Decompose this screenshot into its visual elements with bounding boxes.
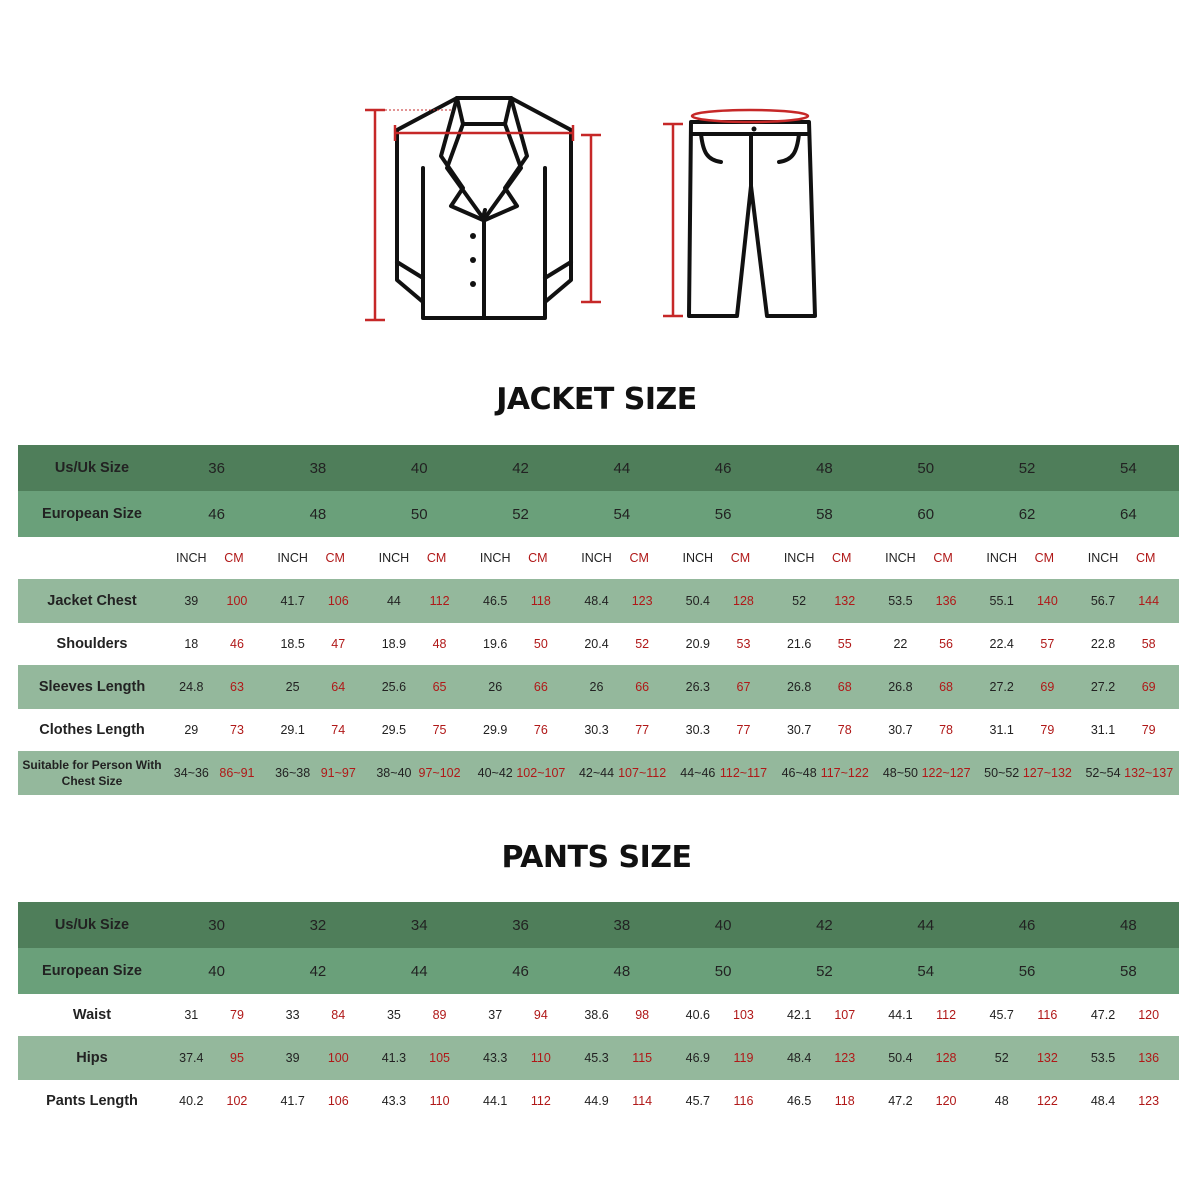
cm-value: 117~122 — [820, 766, 869, 780]
row-label: Us/Uk Size — [54, 460, 130, 476]
pants-button — [752, 127, 757, 132]
inch-value: 26 — [589, 680, 604, 694]
pants-size-table — [18, 902, 1179, 1122]
inch-value: 48.4 — [1090, 1094, 1116, 1108]
inch-value: 55.1 — [989, 594, 1014, 608]
size-value: 40 — [714, 916, 732, 934]
cm-value: 120 — [935, 1094, 957, 1108]
cm-value: 91~97 — [320, 766, 356, 780]
inch-value: 19.6 — [483, 637, 508, 651]
size-value: 64 — [1119, 505, 1137, 523]
inch-value: 36~38 — [275, 766, 311, 780]
inch-value: 38.6 — [584, 1008, 609, 1022]
inch-value: 30.3 — [584, 723, 609, 737]
inch-unit-label: INCH — [479, 551, 511, 565]
pants-size-title: PANTS SIZE — [501, 840, 692, 875]
size-value: 52 — [816, 962, 833, 980]
inch-value: 30.7 — [888, 723, 913, 737]
size-value: 32 — [309, 916, 327, 934]
inch-value: 46~48 — [781, 766, 817, 780]
cm-value: 120 — [1138, 1008, 1160, 1022]
cm-unit-label: CM — [629, 551, 649, 565]
pants-icon — [689, 122, 815, 316]
cm-value: 102 — [226, 1094, 248, 1108]
cm-unit-label: CM — [224, 551, 244, 565]
inch-value: 30.7 — [786, 723, 812, 737]
inch-value: 44~46 — [680, 766, 716, 780]
inch-value: 29 — [184, 723, 199, 737]
inch-value: 26.8 — [888, 680, 913, 694]
cm-value: 114 — [632, 1094, 653, 1108]
cm-value: 107~112 — [618, 766, 667, 780]
cm-value: 97~102 — [418, 766, 461, 780]
row-label: Shoulders — [56, 636, 128, 652]
size-value: 46 — [714, 459, 732, 477]
cm-value: 68 — [837, 680, 852, 694]
cm-value: 73 — [230, 723, 244, 737]
cm-value: 46 — [230, 637, 244, 651]
cm-value: 107 — [834, 1008, 856, 1022]
cm-value: 106 — [327, 1094, 349, 1108]
inch-value: 34~36 — [173, 766, 209, 780]
cm-value: 53 — [736, 637, 751, 651]
cm-value: 112 — [530, 1094, 551, 1108]
cm-value: 78 — [837, 723, 852, 737]
size-header-row — [18, 902, 1179, 948]
inch-unit-label: INCH — [378, 551, 410, 565]
inch-value: 48.4 — [786, 1051, 812, 1065]
inch-value: 40.6 — [685, 1008, 710, 1022]
inch-value: 31.1 — [1090, 723, 1116, 737]
cm-value: 132 — [1036, 1051, 1058, 1065]
cm-value: 128 — [935, 1051, 957, 1065]
inch-value: 45.7 — [989, 1008, 1014, 1022]
size-header-row — [18, 948, 1179, 994]
size-value: 48 — [1119, 916, 1137, 934]
inch-value: 26.3 — [685, 680, 710, 694]
size-value: 42 — [309, 962, 327, 980]
inch-value: 29.9 — [483, 723, 508, 737]
cm-value: 110 — [530, 1051, 551, 1065]
cm-unit-label: CM — [426, 551, 447, 565]
measurement-row — [18, 665, 1179, 709]
inch-value: 50~52 — [984, 766, 1020, 780]
inch-value: 25 — [285, 680, 300, 694]
row-label: Us/Uk Size — [54, 917, 130, 933]
size-value: 40 — [208, 962, 225, 980]
inch-value: 43.3 — [381, 1094, 407, 1108]
inch-value: 20.4 — [584, 637, 609, 651]
cm-value: 118 — [530, 594, 551, 608]
size-value: 54 — [917, 962, 935, 980]
inch-value: 31.1 — [989, 723, 1014, 737]
cm-value: 110 — [429, 1094, 450, 1108]
cm-value: 79 — [230, 1008, 244, 1022]
inch-value: 47.2 — [888, 1094, 913, 1108]
size-value: 44 — [613, 459, 631, 477]
inch-value: 50.4 — [685, 594, 710, 608]
inch-value: 22.8 — [1090, 637, 1116, 651]
jacket-size-title: JACKET SIZE — [496, 382, 697, 417]
size-value: 48 — [309, 505, 327, 523]
size-value: 38 — [309, 459, 327, 477]
cm-value: 57 — [1040, 637, 1055, 651]
inch-value: 31 — [184, 1008, 199, 1022]
measurement-row — [18, 1036, 1179, 1080]
inch-value: 22.4 — [989, 637, 1014, 651]
cm-value: 100 — [327, 1051, 349, 1065]
size-value: 50 — [917, 459, 935, 477]
size-value: 62 — [1018, 505, 1036, 523]
inch-value: 44 — [386, 594, 401, 608]
size-value: 50 — [410, 505, 428, 523]
row-label: Jacket Chest — [47, 593, 137, 609]
inch-value: 26.8 — [786, 680, 812, 694]
inch-value: 38~40 — [376, 766, 412, 780]
size-value: 52 — [512, 505, 529, 523]
cm-value: 75 — [432, 723, 447, 737]
cm-value: 79 — [1141, 723, 1156, 737]
inch-value: 18.5 — [280, 637, 305, 651]
cm-value: 140 — [1036, 594, 1058, 608]
garment-illustration — [355, 90, 835, 330]
inch-unit-label: INCH — [581, 551, 612, 565]
size-value: 58 — [1119, 962, 1137, 980]
cm-value: 78 — [939, 723, 954, 737]
inch-value: 25.6 — [381, 680, 407, 694]
row-label: Waist — [72, 1007, 112, 1023]
cm-value: 66 — [635, 680, 650, 694]
cm-value: 123 — [834, 1051, 856, 1065]
inch-unit-label: INCH — [277, 551, 308, 565]
cm-value: 47 — [331, 637, 346, 651]
measurement-row — [18, 579, 1179, 623]
jacket-icon — [397, 98, 571, 318]
cm-value: 136 — [1138, 1051, 1160, 1065]
cm-value: 94 — [533, 1008, 548, 1022]
cm-unit-label: CM — [1135, 551, 1156, 565]
cm-value: 100 — [226, 594, 248, 608]
inch-value: 48 — [994, 1094, 1009, 1108]
inch-value: 45.7 — [685, 1094, 710, 1108]
inch-value: 41.7 — [280, 1094, 305, 1108]
cm-value: 95 — [230, 1051, 244, 1065]
inch-value: 41.7 — [280, 594, 305, 608]
inch-value: 42.1 — [786, 1008, 812, 1022]
cm-value: 48 — [432, 637, 447, 651]
cm-value: 67 — [736, 680, 751, 694]
cm-value: 127~132 — [1022, 766, 1072, 780]
row-label: Sleeves Length — [38, 679, 146, 695]
cm-value: 132 — [834, 594, 856, 608]
cm-value: 112 — [936, 1008, 957, 1022]
cm-value: 122 — [1036, 1094, 1058, 1108]
cm-value: 89 — [432, 1008, 447, 1022]
cm-value: 122~127 — [921, 766, 971, 780]
measurement-row — [18, 709, 1179, 751]
inch-value: 44.9 — [584, 1094, 609, 1108]
size-value: 58 — [816, 505, 833, 523]
inch-unit-label: INCH — [986, 551, 1017, 565]
inch-value: 44.1 — [888, 1008, 913, 1022]
inch-unit-label: INCH — [682, 551, 714, 565]
size-value: 56 — [1018, 962, 1036, 980]
measurement-row — [18, 623, 1179, 665]
cm-value: 86~91 — [219, 766, 255, 780]
cm-value: 123 — [1138, 1094, 1160, 1108]
inch-value: 24.8 — [179, 680, 204, 694]
inch-value: 43.3 — [483, 1051, 508, 1065]
size-value: 36 — [208, 459, 225, 477]
inch-value: 27.2 — [1090, 680, 1116, 694]
cm-value: 76 — [533, 723, 548, 737]
inch-value: 21.6 — [786, 637, 812, 651]
cm-value: 123 — [631, 594, 653, 608]
inch-value: 18.9 — [381, 637, 407, 651]
cm-value: 77 — [736, 723, 751, 737]
inch-value: 52 — [994, 1051, 1009, 1065]
cm-value: 144 — [1138, 594, 1160, 608]
measurement-row — [18, 1080, 1179, 1122]
pants-measure-lines — [663, 110, 808, 316]
cm-value: 69 — [1141, 680, 1156, 694]
row-label: Clothes Length — [39, 722, 145, 738]
inch-value: 42~44 — [578, 766, 615, 780]
cm-unit-label: CM — [528, 551, 548, 565]
inch-value: 52~54 — [1085, 766, 1121, 780]
cm-unit-label: CM — [325, 551, 345, 565]
inch-value: 46.5 — [483, 594, 508, 608]
unit-label-row — [18, 537, 1179, 579]
inch-value: 39 — [285, 1051, 300, 1065]
cm-value: 63 — [230, 680, 244, 694]
inch-value: 48~50 — [882, 766, 918, 780]
cm-value: 55 — [837, 637, 852, 651]
cm-value: 102~107 — [516, 766, 566, 780]
cm-value: 65 — [432, 680, 447, 694]
size-value: 30 — [208, 916, 225, 934]
cm-value: 132~137 — [1124, 766, 1174, 780]
size-value: 50 — [714, 962, 732, 980]
inch-unit-label: INCH — [783, 551, 815, 565]
cm-unit-label: CM — [933, 551, 953, 565]
cm-value: 128 — [733, 594, 754, 608]
inch-unit-label: INCH — [885, 551, 916, 565]
cm-value: 112~117 — [719, 766, 768, 780]
inch-value: 45.3 — [584, 1051, 609, 1065]
size-header-row — [18, 491, 1179, 537]
inch-value: 40~42 — [477, 766, 513, 780]
size-header-row — [18, 445, 1179, 491]
cm-unit-label: CM — [1034, 551, 1055, 565]
size-value: 60 — [917, 505, 935, 523]
cm-unit-label: CM — [730, 551, 751, 565]
cm-value: 116 — [1037, 1008, 1058, 1022]
measurement-row — [18, 994, 1179, 1036]
inch-value: 29.5 — [381, 723, 407, 737]
size-value: 34 — [410, 916, 428, 934]
inch-value: 46.9 — [685, 1051, 710, 1065]
cm-value: 74 — [331, 723, 346, 737]
size-value: 42 — [512, 459, 529, 477]
cm-value: 118 — [834, 1094, 855, 1108]
size-value: 44 — [410, 962, 428, 980]
size-value: 44 — [917, 916, 935, 934]
size-value: 52 — [1018, 459, 1036, 477]
size-value: 56 — [714, 505, 732, 523]
row-label: Pants Length — [46, 1093, 138, 1109]
cm-value: 98 — [635, 1008, 650, 1022]
cm-value: 103 — [733, 1008, 754, 1022]
jacket-size-table — [18, 445, 1179, 795]
cm-value: 136 — [935, 594, 957, 608]
size-value: 46 — [512, 962, 529, 980]
cm-value: 84 — [331, 1008, 346, 1022]
inch-value: 30.3 — [685, 723, 710, 737]
size-value: 48 — [816, 459, 833, 477]
inch-value: 53.5 — [1090, 1051, 1116, 1065]
cm-value: 50 — [533, 637, 548, 651]
inch-value: 52 — [792, 594, 807, 608]
measurement-row — [18, 751, 1179, 795]
inch-value: 44.1 — [483, 1094, 508, 1108]
cm-value: 68 — [939, 680, 954, 694]
inch-value: 48.4 — [584, 594, 609, 608]
size-value: 40 — [410, 459, 428, 477]
jacket-buttons — [470, 233, 476, 287]
inch-value: 33 — [285, 1008, 300, 1022]
inch-value: 22 — [893, 637, 908, 651]
size-value: 36 — [512, 916, 529, 934]
inch-value: 50.4 — [888, 1051, 913, 1065]
cm-value: 69 — [1040, 680, 1055, 694]
cm-value: 112 — [429, 594, 450, 608]
cm-value: 56 — [939, 637, 954, 651]
cm-unit-label: CM — [832, 551, 852, 565]
row-label: European Size — [42, 963, 142, 979]
cm-value: 116 — [733, 1094, 754, 1108]
inch-unit-label: INCH — [1087, 551, 1119, 565]
inch-value: 29.1 — [280, 723, 305, 737]
row-label: Suitable for Person With Chest Size — [22, 758, 162, 788]
inch-unit-label: INCH — [176, 551, 207, 565]
inch-value: 41.3 — [381, 1051, 407, 1065]
size-value: 54 — [1119, 459, 1137, 477]
cm-value: 115 — [632, 1051, 653, 1065]
inch-value: 37 — [488, 1008, 503, 1022]
inch-value: 26 — [488, 680, 503, 694]
cm-value: 79 — [1040, 723, 1055, 737]
size-value: 54 — [613, 505, 631, 523]
inch-value: 56.7 — [1090, 594, 1116, 608]
row-label: Hips — [76, 1050, 108, 1066]
inch-value: 47.2 — [1090, 1008, 1116, 1022]
size-value: 46 — [208, 505, 225, 523]
inch-value: 27.2 — [989, 680, 1014, 694]
cm-value: 119 — [733, 1051, 754, 1065]
size-value: 38 — [613, 916, 631, 934]
cm-value: 58 — [1141, 637, 1156, 651]
inch-value: 46.5 — [786, 1094, 812, 1108]
inch-value: 18 — [184, 637, 199, 651]
inch-value: 20.9 — [685, 637, 710, 651]
cm-value: 105 — [429, 1051, 450, 1065]
inch-value: 40.2 — [179, 1094, 204, 1108]
size-value: 48 — [613, 962, 631, 980]
size-value: 46 — [1018, 916, 1036, 934]
size-value: 42 — [816, 916, 833, 934]
cm-value: 106 — [327, 594, 349, 608]
cm-value: 52 — [635, 637, 650, 651]
cm-value: 66 — [533, 680, 548, 694]
inch-value: 53.5 — [888, 594, 913, 608]
inch-value: 35 — [386, 1008, 401, 1022]
cm-value: 64 — [331, 680, 346, 694]
cm-value: 77 — [635, 723, 650, 737]
inch-value: 39 — [184, 594, 199, 608]
inch-value: 37.4 — [179, 1051, 204, 1065]
row-label: European Size — [42, 506, 142, 522]
